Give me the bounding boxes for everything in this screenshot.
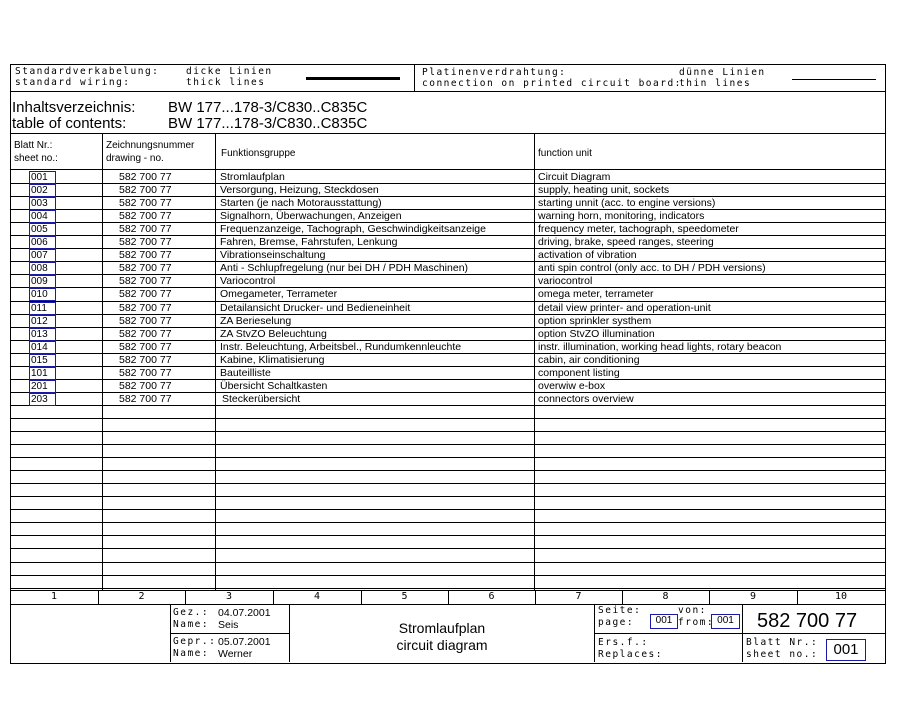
drawing-number-cell: 582 700 77 bbox=[119, 249, 172, 261]
function-group-cell: Steckerübersicht bbox=[222, 393, 301, 405]
toc-model-2: BW 177...178-3/C830..C835C bbox=[168, 115, 368, 132]
header-unit-en: function unit bbox=[538, 148, 592, 159]
function-unit-cell: variocontrol bbox=[538, 275, 593, 287]
function-group-cell: Bauteilliste bbox=[220, 367, 271, 379]
function-group-cell: Variocontrol bbox=[220, 275, 276, 287]
drawing-number-cell: 582 700 77 bbox=[119, 315, 172, 327]
function-group-cell: Starten (je nach Motorausstattung) bbox=[220, 197, 382, 209]
function-unit-cell: detail view printer- and operation-unit bbox=[538, 302, 711, 314]
sheet-link-006[interactable]: 006 bbox=[29, 236, 56, 249]
function-group-cell: ZA StvZO Beleuchtung bbox=[220, 328, 327, 340]
function-group-cell: Stromlaufplan bbox=[220, 171, 285, 183]
sheet-link-001[interactable]: 001 bbox=[29, 171, 56, 184]
drawing-number-cell: 582 700 77 bbox=[119, 380, 172, 392]
sheet-value-box[interactable]: 001 bbox=[826, 639, 866, 661]
table-rule bbox=[10, 496, 885, 497]
sheet-link-009[interactable]: 009 bbox=[29, 275, 56, 288]
from-label-de: von: bbox=[678, 605, 707, 616]
tb-mid-line-left bbox=[170, 633, 289, 634]
page-label-de: Seite: bbox=[598, 605, 642, 616]
table-rule bbox=[10, 575, 885, 576]
legend-bottom-line bbox=[10, 91, 885, 92]
drawing-number-cell: 582 700 77 bbox=[119, 275, 172, 287]
column-strip-divider bbox=[535, 590, 536, 604]
replaces-label-de: Ers.f.: bbox=[598, 637, 649, 648]
sheet-link-010[interactable]: 010 bbox=[29, 288, 56, 301]
function-unit-cell: option sprinkler systhem bbox=[538, 315, 652, 327]
toc-bottom-line bbox=[10, 133, 885, 134]
legend-std-en: standard wiring: bbox=[15, 77, 131, 88]
drawing-number-cell: 582 700 77 bbox=[119, 367, 172, 379]
table-rule bbox=[10, 457, 885, 458]
function-group-cell: Frequenzanzeige, Tachograph, Geschwindigkeitsanzeige bbox=[220, 223, 486, 235]
tb-mid-line-right bbox=[594, 633, 885, 634]
drawing-number-cell: 582 700 77 bbox=[119, 171, 172, 183]
column-strip-divider bbox=[797, 590, 798, 604]
function-unit-cell: option StvZO illumination bbox=[538, 328, 655, 340]
function-unit-cell: connectors overview bbox=[538, 393, 634, 405]
drawing-number-cell: 582 700 77 bbox=[119, 341, 172, 353]
header-sheet-en: sheet no.: bbox=[14, 153, 58, 164]
column-number-9: 9 bbox=[749, 591, 757, 602]
column-number-2: 2 bbox=[138, 591, 145, 602]
function-unit-cell: overwiw e-box bbox=[538, 380, 606, 392]
function-unit-cell: omega meter, terrameter bbox=[538, 288, 654, 300]
function-group-cell: Anti - Schlupfregelung (nur bei DH / PDH Maschinen) bbox=[220, 262, 469, 274]
function-unit-cell: warning horn, monitoring, indicators bbox=[538, 210, 705, 222]
sheet-link-012[interactable]: 012 bbox=[29, 315, 56, 328]
from-value-box[interactable]: 001 bbox=[711, 614, 740, 629]
title-en: circuit diagram bbox=[396, 637, 488, 653]
column-number-6: 6 bbox=[488, 591, 495, 602]
column-strip-divider bbox=[709, 590, 710, 604]
function-unit-cell: supply, heating unit, sockets bbox=[538, 184, 670, 196]
header-sheet-de: Blatt Nr.: bbox=[14, 140, 53, 151]
table-rule bbox=[10, 431, 885, 432]
function-group-cell: Versorgung, Heizung, Steckdosen bbox=[220, 184, 379, 196]
drawn-date: 04.07.2001 bbox=[218, 607, 271, 619]
function-group-cell: Übersicht Schaltkasten bbox=[220, 380, 328, 392]
table-rule bbox=[10, 522, 885, 523]
sheet-link-101[interactable]: 101 bbox=[29, 367, 56, 380]
checked-name: Werner bbox=[218, 648, 253, 660]
table-column-divider bbox=[534, 133, 535, 590]
column-strip-divider bbox=[98, 590, 99, 604]
column-number-3: 3 bbox=[225, 591, 233, 602]
toc-title-en: table of contents: bbox=[12, 115, 127, 132]
drawing-number-cell: 582 700 77 bbox=[119, 354, 172, 366]
table-rule bbox=[10, 418, 885, 419]
table-column-divider bbox=[215, 133, 216, 590]
drawing-number-cell: 582 700 77 bbox=[119, 393, 172, 405]
sheet-link-015[interactable]: 015 bbox=[29, 354, 56, 367]
column-strip-divider bbox=[622, 590, 623, 604]
sheet-label-en: sheet no.: bbox=[746, 649, 819, 660]
thick-line-sample bbox=[306, 77, 400, 80]
column-number-1: 1 bbox=[50, 591, 58, 602]
from-label-en: from: bbox=[678, 617, 715, 628]
header-drawing-de: Zeichnungsnummer bbox=[106, 140, 195, 151]
drawing-number-cell: 582 700 77 bbox=[119, 236, 172, 248]
sheet-link-003[interactable]: 003 bbox=[29, 197, 56, 210]
table-rule bbox=[10, 548, 885, 549]
function-unit-cell: starting unnit (acc. to engine versions) bbox=[538, 197, 716, 209]
column-number-8: 8 bbox=[662, 591, 669, 602]
table-column-divider bbox=[102, 133, 103, 590]
legend-thick-en: thick lines bbox=[186, 77, 266, 88]
column-strip-divider bbox=[448, 590, 449, 604]
function-unit-cell: component listing bbox=[538, 367, 620, 379]
legend-pcb-en: connection on printed circuit board: bbox=[422, 78, 682, 89]
drawn-name: Seis bbox=[218, 619, 239, 631]
drawing-number-cell: 582 700 77 bbox=[119, 210, 172, 222]
page-label-en: page: bbox=[598, 617, 635, 628]
function-unit-cell: anti spin control (only acc. to DH / PDH versions) bbox=[538, 262, 766, 274]
function-unit-cell: cabin, air conditioning bbox=[538, 354, 640, 366]
sheet-link-007[interactable]: 007 bbox=[29, 249, 56, 262]
legend-thick-de: dicke Linien bbox=[186, 66, 273, 77]
table-rule bbox=[10, 588, 885, 589]
legend-thin-de: dünne Linien bbox=[679, 67, 766, 78]
sheet-link-203[interactable]: 203 bbox=[29, 393, 56, 406]
title-de: Stromlaufplan bbox=[398, 620, 486, 636]
replaces-label-en: Replaces: bbox=[598, 649, 663, 660]
function-group-cell: Fahren, Bremse, Fahrstufen, Lenkung bbox=[220, 236, 398, 248]
sheet-link-201[interactable]: 201 bbox=[29, 380, 56, 393]
drawing-number-cell: 582 700 77 bbox=[119, 223, 172, 235]
function-group-cell: ZA Berieselung bbox=[220, 315, 292, 327]
function-group-cell: Kabine, Klimatisierung bbox=[220, 354, 325, 366]
drawing-number-cell: 582 700 77 bbox=[119, 262, 172, 274]
table-rule bbox=[10, 535, 885, 536]
legend-thin-en: thin lines bbox=[679, 78, 752, 89]
name-label-1: Name: bbox=[173, 619, 210, 630]
toc-model-1: BW 177...178-3/C830..C835C bbox=[168, 99, 368, 116]
column-number-10: 10 bbox=[834, 591, 848, 602]
checked-date: 05.07.2001 bbox=[218, 636, 271, 648]
drawn-label: Gez.: bbox=[173, 607, 210, 618]
column-number-7: 7 bbox=[575, 591, 582, 602]
drawing-number-cell: 582 700 77 bbox=[119, 288, 172, 300]
function-unit-cell: instr. illumination, working head lights, rotary beacon bbox=[538, 341, 782, 353]
table-rule bbox=[10, 444, 885, 445]
header-bottom-line bbox=[10, 169, 885, 170]
function-group-cell: Signalhorn, Überwachungen, Anzeigen bbox=[220, 210, 402, 222]
header-group-de: Funktionsgruppe bbox=[221, 148, 296, 159]
column-number-4: 4 bbox=[313, 591, 321, 602]
column-number-5: 5 bbox=[401, 591, 408, 602]
legend-pcb-de: Platinenverdrahtung: bbox=[422, 67, 567, 78]
function-unit-cell: frequency meter, tachograph, speedometer bbox=[538, 223, 739, 235]
name-label-2: Name: bbox=[173, 648, 210, 659]
thin-line-sample bbox=[792, 79, 876, 80]
sheet-link-008[interactable]: 008 bbox=[29, 262, 56, 275]
function-group-cell: Detailansicht Drucker- und Bedieneinheit bbox=[220, 302, 411, 314]
column-strip-divider bbox=[185, 590, 186, 604]
sheet-link-013[interactable]: 013 bbox=[29, 328, 56, 341]
function-group-cell: Omegameter, Terrameter bbox=[220, 288, 338, 300]
function-group-cell: Vibrationseinschaltung bbox=[220, 249, 326, 261]
sheet-label-de: Blatt Nr.: bbox=[746, 637, 819, 648]
legend-divider bbox=[414, 64, 415, 91]
drawing-number-cell: 582 700 77 bbox=[119, 197, 172, 209]
function-unit-cell: driving, brake, speed ranges, steering bbox=[538, 236, 714, 248]
sheet-link-005[interactable]: 005 bbox=[29, 223, 56, 236]
table-rule bbox=[10, 562, 885, 563]
column-strip-divider bbox=[273, 590, 274, 604]
sheet-link-011[interactable]: 011 bbox=[29, 302, 56, 315]
function-group-cell: Instr. Beleuchtung, Arbeitsbel., Rundumkennleuchte bbox=[220, 341, 462, 353]
function-unit-cell: activation of vibration bbox=[538, 249, 637, 261]
page-value-box[interactable]: 001 bbox=[650, 614, 678, 629]
column-strip-divider bbox=[361, 590, 362, 604]
table-rule bbox=[10, 405, 885, 406]
sheet-link-004[interactable]: 004 bbox=[29, 210, 56, 223]
toc-title-de: Inhaltsverzeichnis: bbox=[12, 99, 136, 116]
strip-bottom-line bbox=[10, 604, 885, 605]
table-rule bbox=[10, 483, 885, 484]
drawing-number: 582 700 77 bbox=[757, 610, 858, 632]
table-rule bbox=[10, 470, 885, 471]
header-drawing-en: drawing - no. bbox=[106, 153, 164, 164]
table-rule bbox=[10, 509, 885, 510]
drawing-number-cell: 582 700 77 bbox=[119, 184, 172, 196]
sheet-link-014[interactable]: 014 bbox=[29, 341, 56, 354]
drawing-number-cell: 582 700 77 bbox=[119, 302, 172, 314]
legend-std-de: Standardverkabelung: bbox=[15, 66, 160, 77]
function-unit-cell: Circuit Diagram bbox=[538, 171, 611, 183]
sheet-link-002[interactable]: 002 bbox=[29, 184, 56, 197]
checked-label: Gepr.: bbox=[173, 636, 217, 647]
drawing-number-cell: 582 700 77 bbox=[119, 328, 172, 340]
